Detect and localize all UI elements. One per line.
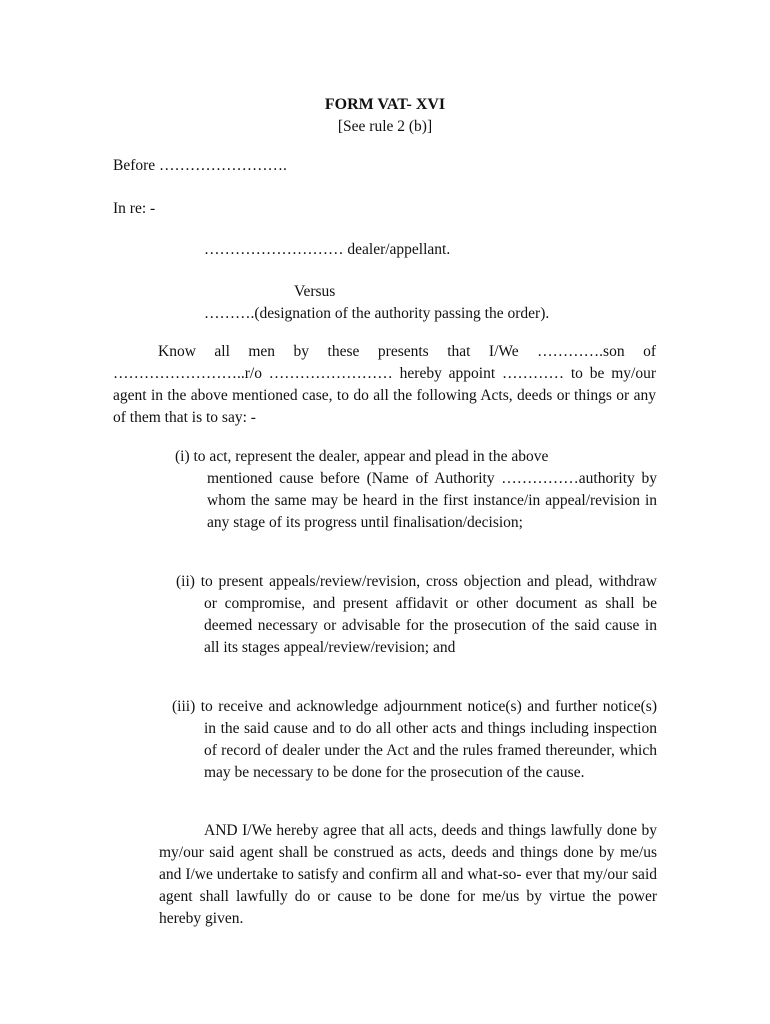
appointment-paragraph: Know all men by these presents that I/We ………….son of ……………………..r/o …………………… hereby appoint ………… to be my/our agent in the above mentioned case, to do all the following Acts, deeds or things or any of them that is to say: - xyxy=(113,343,656,426)
agreement-paragraph: AND I/We hereby agree that all acts, deeds and things lawfully done by my/our said agent shall be construed as acts, deeds and things done by me/us and I/we undertake to satisfy and confirm all and what-so- ever that my/our said agent shall lawfully do or cause to be done for me/us by virtue the power hereby given. xyxy=(159,822,657,927)
form-rule-reference: [See rule 2 (b)] xyxy=(337,118,433,135)
clause-1-body: mentioned cause before (Name of Authority ……………authority by whom the same may be heard in the first instance/in appeal/revision in any stage of its progress until finalisation/decision; xyxy=(207,470,657,531)
clause-3: (iii) to receive and acknowledge adjournment notice(s) and further notice(s) in the said cause and to do all other acts and things including inspection of record of dealer under the Act and the rules framed thereunder, which may be necessary to be done for the prosecution of the cause. xyxy=(172,698,657,781)
clause-1 xyxy=(175,446,657,534)
authority-designation-line: ……….(designation of the authority passing the order). xyxy=(204,305,550,322)
dealer-appellant-line: ……………………… dealer/appellant. xyxy=(204,241,451,258)
versus-label: Versus xyxy=(294,283,336,300)
clause-1-lead: (i) to act, represent the dealer, appear and plead in the above xyxy=(175,448,549,465)
before-line: Before ……………………. xyxy=(113,157,287,174)
form-title: FORM VAT- XVI xyxy=(324,96,446,113)
clause-2: (ii) to present appeals/review/revision, cross objection and plead, withdraw or compromise, and present affidavit or other document as shall be deemed necessary or advisable for the prosecution of the said cause in all its stages appeal/review/revision; and xyxy=(176,573,657,656)
in-re-line: In re: - xyxy=(113,200,156,217)
